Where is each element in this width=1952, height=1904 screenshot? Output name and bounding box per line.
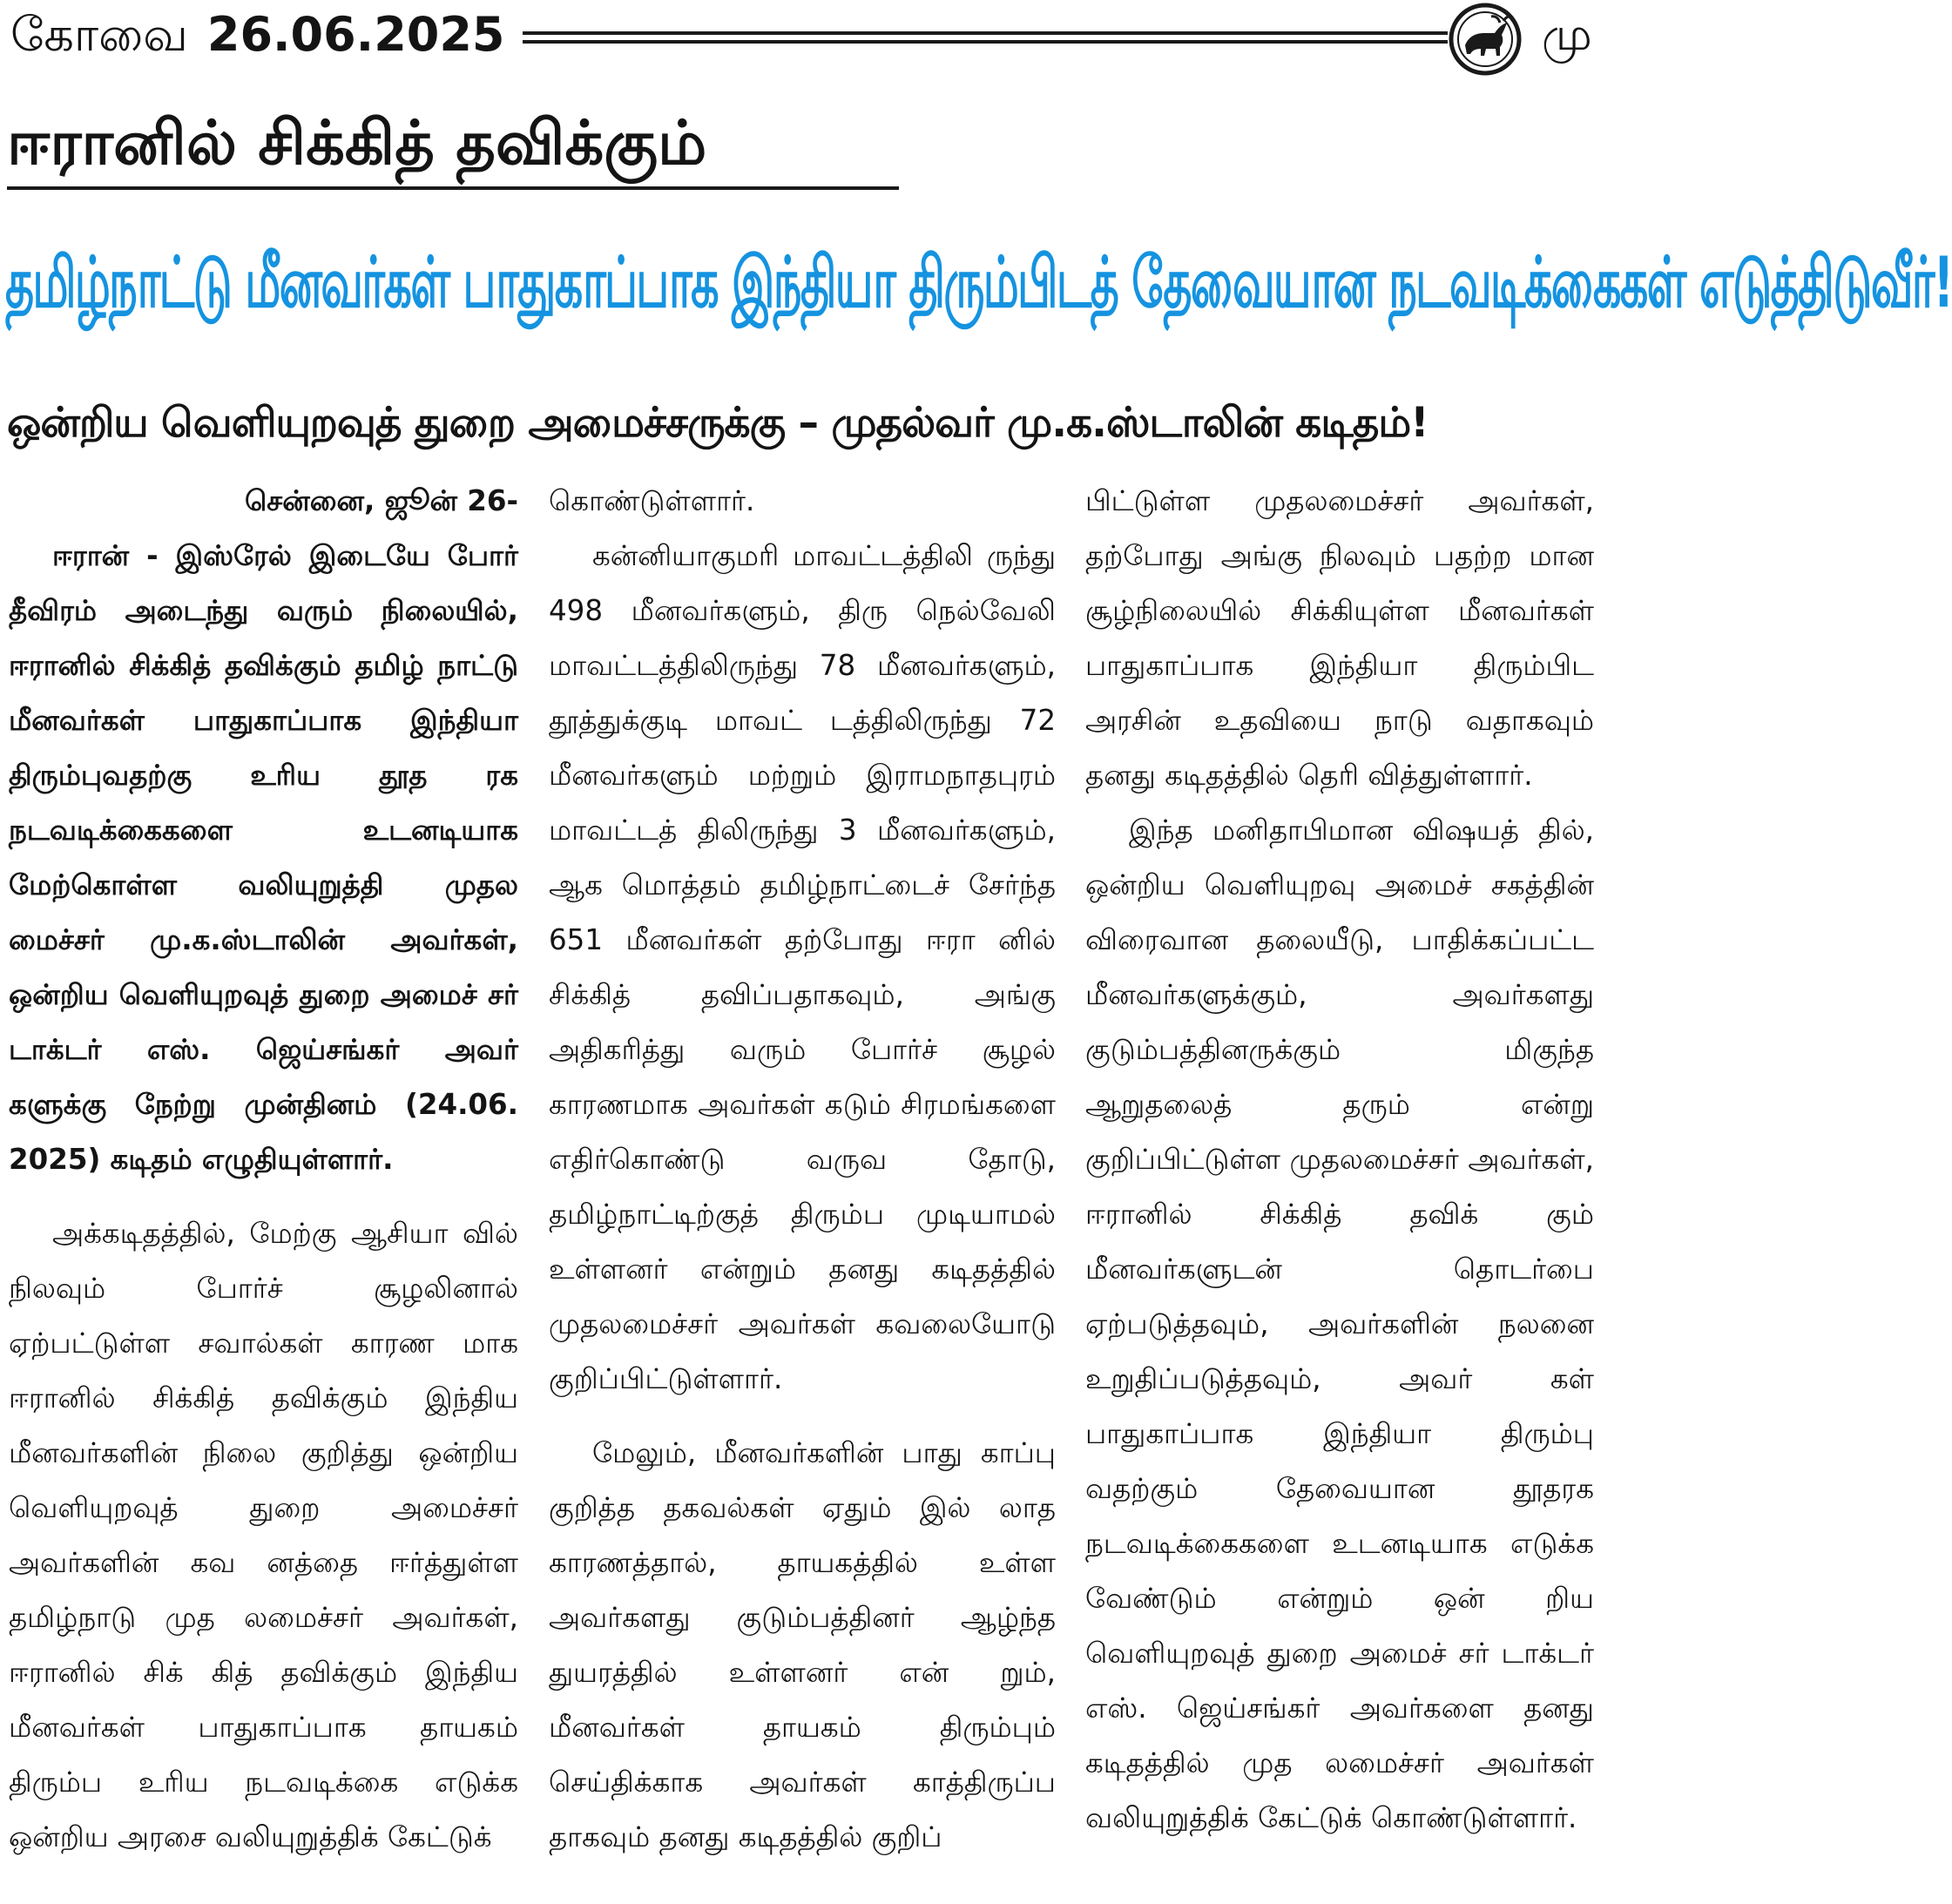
article-dateline: சென்னை, ஜூன் 26-: [244, 484, 518, 517]
article-paragraph-continuation: கொண்டுள்ளார்.: [549, 484, 755, 517]
article-column-1: [9, 474, 518, 1865]
article-paragraph: கன்னியாகுமரி மாவட்டத்திலி ருந்து 498 மீனவர்களும், திரு நெல்வேலி மாவட்டத்திலிருந்து 78 மீனவர்களும், தூத்துக்குடி மாவட் டத்திலிருந்து 72 மீனவர்களும் மற்றும் இராமநாதபுரம் மாவட்டத் திலிருந்து 3 மீனவர்களும், ஆக மொத்தம் தமிழ்நாட்டைச் சேர்ந்த 651 மீனவர்கள் தற்போது ஈரா னில் சிக்கித் தவிப்பதாகவும், அங்கு அதிகரித்து வரும் போர்ச் சூழல் காரணமாக அவர்கள் கடும் சிரமங்களை எதிர்கொண்டு வருவ தோடு, தமிழ்நாட்டிற்குத் திரும்ப முடியாமல் உள்ளனர் என்றும் தனது கடிதத்தில் முதலமைச்சர் அவர்கள் கவலையோடு குறிப்பிட்டுள்ளார்.: [549, 539, 1056, 1395]
article-paragraph: இந்த மனிதாபிமான விஷயத் தில், ஒன்றிய வெளியுறவு அமைச் சகத்தின் விரைவான தலையீடு, பாதிக்கப்பட்ட மீனவர்களுக்கும், அவர்களது குடும்பத்தினருக்கும் மிகுந்த ஆறுதலைத் தரும் என்று குறிப்பிட்டுள்ள முதலமைச்சர் அவர்கள், ஈரானில் சிக்கித் தவிக் கும் மீனவர்களுடன் தொடர்பை ஏற்படுத்தவும், அவர்களின் நலனை உறுதிப்படுத்தவும், அவர் கள் பாதுகாப்பாக இந்தியா திரும்பு வதற்கும் தேவையான தூதரக நடவடிக்கைகளை உடனடியாக எடுக்க வேண்டும் என்றும் ஒன் றிய வெளியுறவுத் துறை அமைச் சர் டாக்டர் எஸ். ஜெய்சங்கர் அவர்களை தனது கடிதத்தில் முத லமைச்சர் அவர்கள் வலியுறுத்திக் கேட்டுக் கொண்டுள்ளார்.: [1085, 814, 1594, 1834]
article-column-3: [1085, 474, 1594, 1846]
bull-emblem-icon: [1448, 2, 1523, 77]
masthead-rule: [523, 31, 1448, 44]
article-column-2: [549, 474, 1056, 1865]
article-lead: ஈரான் - இஸ்ரேல் இடையே போர் தீவிரம் அடைந்து வரும் நிலையில், ஈரானில் சிக்கித் தவிக்கும் தமிழ் நாட்டு மீனவர்கள் பாதுகாப்பாக இந்தியா திரும்புவதற்கு உரிய தூத ரக நடவடிக்கைகளை உடனடியாக மேற்கொள்ள வலியுறுத்தி முதல மைச்சர் மு.க.ஸ்டாலின் அவர்கள், ஒன்றிய வெளியுறவுத் துறை அமைச் சர் டாக்டர் எஸ். ஜெய்சங்கர் அவர் களுக்கு நேற்று முன்தினம் (24.06. 2025) கடிதம் எழுதியுள்ளார்.: [9, 539, 518, 1176]
article-paragraph: மேலும், மீனவர்களின் பாது காப்பு குறித்த தகவல்கள் ஏதும் இல் லாத காரணத்தால், தாயகத்தில் உள்ள அவர்களது குடும்பத்தினர் ஆழ்ந்த துயரத்தில் உள்ளனர் என் றும், மீனவர்கள் தாயகம் திரும்பும் செய்திக்காக அவர்கள் காத்திருப்ப தாகவும் தனது கடிதத்தில் குறிப்: [549, 1436, 1056, 1853]
masthead: [0, 0, 1601, 70]
edition-city: கோவை: [10, 7, 188, 62]
sub-headline: ஒன்றிய வெளியுறவுத் துறை அமைச்சருக்கு – முதல்வர் மு.க.ஸ்டாலின் கடிதம்!: [7, 399, 1429, 447]
paper-name-partial: மு: [1542, 9, 1592, 61]
article-paragraph: அக்கடிதத்தில், மேற்கு ஆசியா வில் நிலவும் போர்ச் சூழலினால் ஏற்பட்டுள்ள சவால்கள் காரண மாக ஈரானில் சிக்கித் தவிக்கும் இந்திய மீனவர்களின் நிலை குறித்து ஒன்றிய வெளியுறவுத் துறை அமைச்சர் அவர்களின் கவ னத்தை ஈர்த்துள்ள தமிழ்நாடு முத லமைச்சர் அவர்கள், ஈரானில் சிக் கித் தவிக்கும் இந்திய மீனவர்கள் பாதுகாப்பாக தாயகம் திரும்ப உரிய நடவடிக்கை எடுக்க ஒன்றிய அரசை வலியுறுத்திக் கேட்டுக்: [9, 1217, 518, 1853]
article-paragraph-continuation: பிட்டுள்ள முதலமைச்சர் அவர்கள், தற்போது அங்கு நிலவும் பதற்ற மான சூழ்நிலையில் சிக்கியுள்ள மீனவர்கள் பாதுகாப்பாக இந்தியா திரும்பிட அரசின் உதவியை நாடு வதாகவும் தனது கடிதத்தில் தெரி வித்துள்ளார்.: [1085, 484, 1594, 792]
edition-dateline: [10, 5, 505, 64]
main-headline: தமிழ்நாட்டு மீனவர்கள் பாதுகாப்பாக இந்தியா திரும்பிடத் தேவையான நடவடிக்கைகள் எடுத்திடுவீர்!: [5, 240, 1952, 324]
kicker-heading: ஈரானில் சிக்கித் தவிக்கும்: [7, 103, 899, 190]
edition-date: 26.06.2025: [206, 7, 505, 62]
